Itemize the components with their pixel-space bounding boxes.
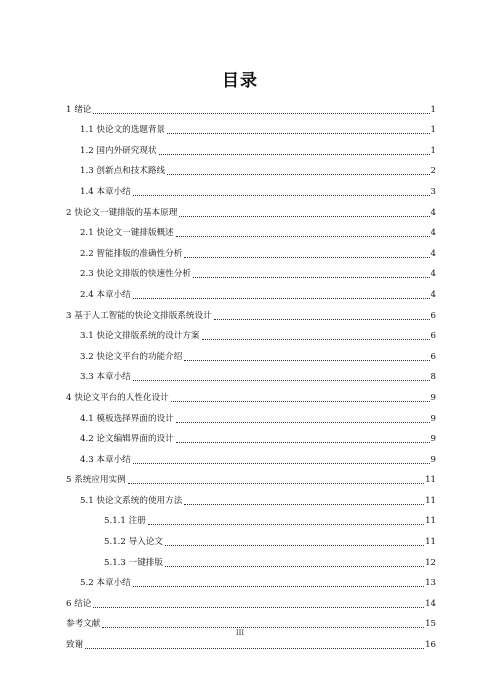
toc-entry: [66, 527, 436, 548]
dot-leader: [159, 154, 430, 155]
toc-entry: [66, 219, 436, 240]
toc-entry-title: 1 绪论: [66, 104, 92, 115]
toc-entry-title: 致谢: [66, 640, 84, 651]
toc-entry-page: 9: [430, 454, 436, 465]
dot-leader: [184, 360, 429, 361]
toc-entry-title: 4.2 论文编辑界面的设计: [80, 434, 174, 445]
toc-entry-title: 6 结论: [66, 598, 92, 609]
toc-entry-title: 5.2 本章小结: [80, 578, 131, 589]
toc-entry: [66, 589, 436, 610]
toc-entry: [66, 404, 436, 425]
dot-leader: [133, 586, 424, 587]
toc-entry-page: 15: [425, 619, 436, 630]
toc-entry: [66, 466, 436, 487]
dot-leader: [167, 133, 429, 134]
dot-leader: [214, 319, 430, 320]
toc-entry-page: 14: [425, 598, 436, 609]
toc-entry: [66, 363, 436, 384]
toc-entry-page: 12: [425, 557, 436, 568]
toc-entry-page: 9: [430, 413, 436, 424]
toc-entry-title: 5.1.1 注册: [104, 516, 146, 527]
dot-leader: [165, 545, 424, 546]
toc-entry-title: 5.1.2 导入论文: [104, 537, 163, 548]
toc-entry: [66, 280, 436, 301]
toc-entry-page: 4: [430, 289, 436, 300]
toc-entry: [66, 95, 436, 116]
toc-entry: [66, 157, 436, 178]
dot-leader: [176, 422, 430, 423]
toc-entry-page: 11: [425, 495, 436, 506]
dot-leader: [176, 236, 430, 237]
toc-entry-page: 6: [430, 351, 436, 362]
toc-entry-page: 6: [430, 331, 436, 342]
dot-leader: [184, 257, 429, 258]
dot-leader: [148, 524, 424, 525]
toc-entry-title: 2.3 快论文排版的快速性分析: [80, 269, 191, 280]
dot-leader: [184, 504, 424, 505]
toc-entry-title: 1.4 本章小结: [80, 186, 131, 197]
toc-entry-page: 4: [430, 228, 436, 239]
toc-entry-title: 1.2 国内外研究现状: [80, 145, 157, 156]
toc-entry: [66, 342, 436, 363]
toc-title: 目录: [222, 71, 258, 91]
toc-entry-title: 参考文献: [66, 619, 101, 630]
toc-entry-page: 4: [430, 248, 436, 259]
toc-entry-title: 3.1 快论文排版系统的设计方案: [80, 331, 200, 342]
page-number: III: [235, 629, 245, 637]
toc-entry: [66, 239, 436, 260]
toc-entry-title: 4 快论文平台的人性化设计: [66, 392, 169, 403]
toc-entry-page: 6: [430, 310, 436, 321]
toc-entry-title: 2 快论文一键排版的基本原理: [66, 207, 178, 218]
toc-entry-title: 2.2 智能排版的准确性分析: [80, 248, 183, 259]
dot-leader: [167, 174, 429, 175]
toc-entry-page: 9: [430, 392, 436, 403]
toc-entry: [66, 610, 436, 631]
dot-leader: [202, 339, 430, 340]
dot-leader: [128, 483, 424, 484]
dot-leader: [133, 463, 430, 464]
toc-entry-page: 1: [430, 125, 436, 136]
toc-entry-page: 11: [425, 516, 436, 527]
dot-leader: [193, 277, 430, 278]
toc-entry-page: 16: [425, 640, 436, 651]
dot-leader: [165, 566, 424, 567]
toc-entry-page: 11: [425, 475, 436, 486]
dot-leader: [85, 648, 424, 649]
toc-entry: [66, 198, 436, 219]
toc-entry: [66, 260, 436, 281]
toc-entry: [66, 445, 436, 466]
toc-entry-page: 1: [430, 104, 436, 115]
table-of-contents: [66, 95, 436, 651]
dot-leader: [133, 298, 430, 299]
toc-entry-page: 1: [430, 145, 436, 156]
toc-entry-page: 11: [425, 537, 436, 548]
toc-entry-page: 4: [430, 207, 436, 218]
toc-entry-page: 2: [430, 166, 436, 177]
toc-entry-page: 9: [430, 434, 436, 445]
toc-entry-page: 3: [430, 186, 436, 197]
toc-entry: [66, 116, 436, 137]
toc-entry: [66, 548, 436, 569]
toc-entry-title: 4.1 模板选择界面的设计: [80, 413, 174, 424]
toc-entry-title: 4.3 本章小结: [80, 454, 131, 465]
dot-leader: [93, 113, 429, 114]
toc-entry: [66, 301, 436, 322]
toc-entry-title: 3.3 本章小结: [80, 372, 131, 383]
toc-entry: [66, 507, 436, 528]
toc-entry: [66, 425, 436, 446]
toc-entry: [66, 569, 436, 590]
toc-entry-title: 3 基于人工智能的快论文排版系统设计: [66, 310, 212, 321]
toc-entry-title: 3.2 快论文平台的功能介绍: [80, 351, 183, 362]
toc-entry-page: 13: [425, 578, 436, 589]
toc-entry: [66, 177, 436, 198]
toc-entry-title: 5.1 快论文系统的使用方法: [80, 495, 183, 506]
dot-leader: [133, 380, 430, 381]
toc-entry-page: 8: [430, 372, 436, 383]
dot-leader: [179, 216, 429, 217]
dot-leader: [93, 607, 424, 608]
dot-leader: [133, 195, 430, 196]
toc-entry-title: 5.1.3 一键排版: [104, 557, 163, 568]
toc-entry: [66, 322, 436, 343]
toc-entry-title: 2.1 快论文一键排版概述: [80, 228, 174, 239]
toc-entry-title: 5 系统应用实例: [66, 475, 126, 486]
dot-leader: [171, 401, 430, 402]
toc-entry-title: 2.4 本章小结: [80, 289, 131, 300]
toc-entry: [66, 136, 436, 157]
toc-entry-title: 1.1 快论文的选题背景: [80, 125, 166, 136]
toc-entry: [66, 383, 436, 404]
toc-entry-page: 4: [430, 269, 436, 280]
toc-entry: [66, 486, 436, 507]
toc-entry-title: 1.3 创新点和技术路线: [80, 166, 166, 177]
dot-leader: [176, 442, 430, 443]
